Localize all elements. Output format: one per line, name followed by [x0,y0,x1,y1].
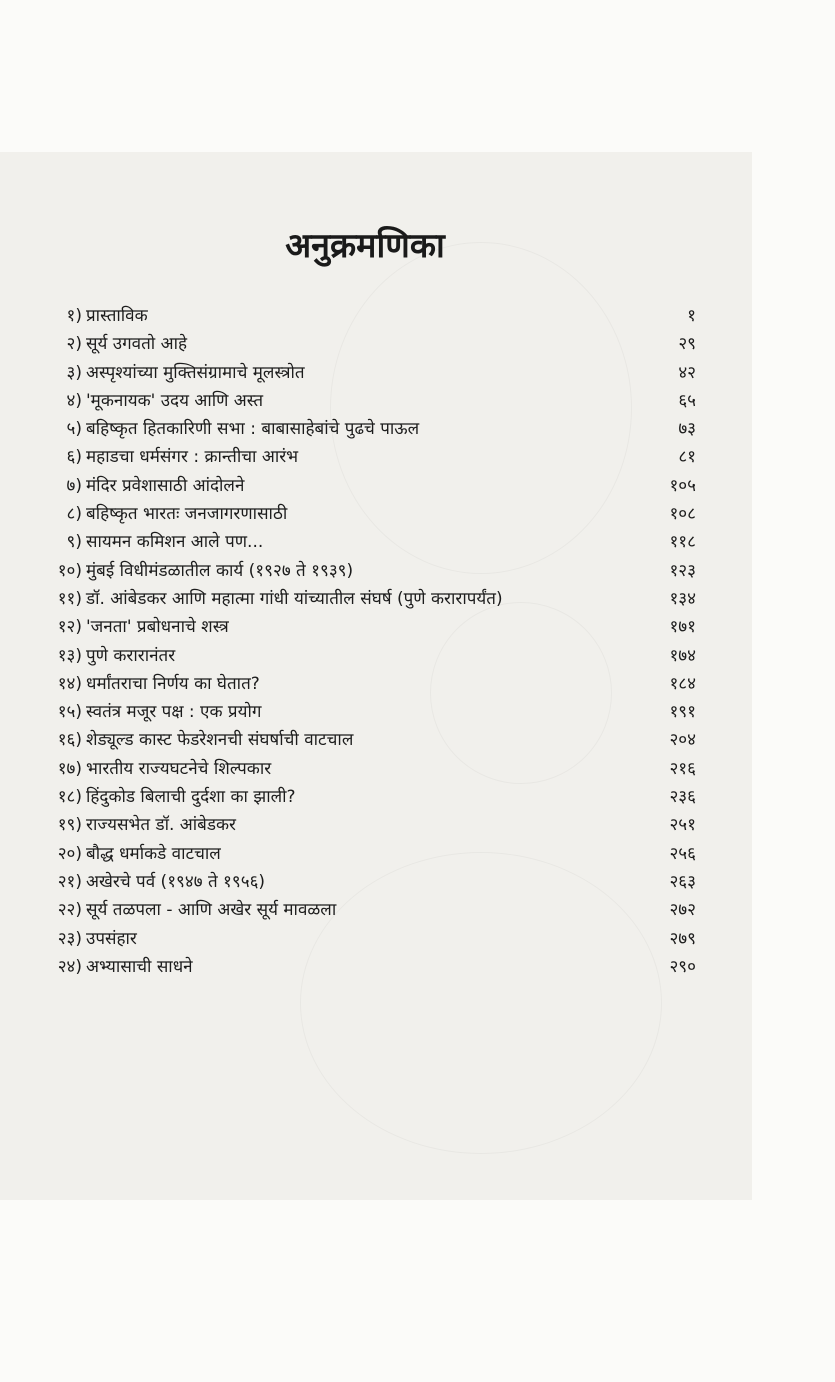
toc-entry-page-number: २३६ [669,787,696,808]
toc-entry-number: ४) [66,390,82,411]
toc-entry-number: २०) [57,843,82,864]
toc-entry-number: ५) [66,419,82,440]
toc-entry-number: १४) [57,673,82,694]
toc-entry-title: हिंदुकोड बिलाची दुर्दशा का झाली? [86,787,296,808]
toc-entry-number: १५) [57,702,82,723]
toc-entry [0,585,752,613]
toc-entry-number: ८) [66,504,82,525]
toc-entry-title: उपसंहार [86,928,137,949]
toc-entry [0,472,752,500]
toc-entry-title: भारतीय राज्यघटनेचे शिल्पकार [86,758,272,779]
toc-entry-page-number: २५१ [669,815,696,836]
toc-entry-number: ९) [66,532,82,553]
toc-entry [0,670,752,698]
toc-entry-number: ३) [66,362,82,383]
toc-entry-title: 'मूकनायक' उदय आणि अस्त [86,390,264,411]
toc-entry-number: ६) [66,447,82,468]
toc-entry-page-number: १८४ [669,673,696,694]
toc-entry-title: बौद्ध धर्माकडे वाटचाल [86,843,221,864]
table-of-contents [0,302,752,981]
toc-entry-number: १०) [57,560,82,581]
toc-entry-page-number: २७२ [669,900,696,921]
toc-entry-number: १९) [57,815,82,836]
toc-entry [0,557,752,585]
toc-entry-page-number: १७४ [669,645,696,666]
toc-entry-title: राज्यसभेत डॉ. आंबेडकर [86,815,236,836]
toc-entry-page-number: १२३ [669,560,696,581]
toc-entry-title: महाडचा धर्मसंगर : क्रान्तीचा आरंभ [86,447,299,468]
toc-entry-number: १३) [57,645,82,666]
toc-entry [0,359,752,387]
toc-entry-number: २२) [57,900,82,921]
toc-entry-page-number: १९१ [669,702,696,723]
toc-entry-page-number: २९ [678,334,696,355]
toc-entry-page-number: २१६ [669,758,696,779]
toc-entry-page-number: २७९ [669,928,696,949]
toc-entry [0,868,752,896]
toc-entry [0,755,752,783]
toc-entry-number: १७) [57,758,82,779]
toc-entry-title: अखेरचे पर्व (१९४७ ते १९५६) [86,871,266,892]
toc-entry-page-number: १३४ [669,588,696,609]
toc-entry-page-number: २६३ [669,871,696,892]
toc-entry-title: स्वतंत्र मजूर पक्ष : एक प्रयोग [86,702,262,723]
toc-entry [0,642,752,670]
toc-entry-title: सूर्य उगवतो आहे [86,334,187,355]
toc-entry [0,415,752,443]
toc-entry-title: शेड्यूल्ड कास्ट फेडरेशनची संघर्षाची वाटचाल [86,730,354,751]
toc-entry-page-number: १ [687,306,696,326]
toc-entry-title: बहिष्कृत भारतः जनजागरणासाठी [86,504,288,525]
toc-entry-title: पुणे करारानंतर [86,645,176,666]
toc-entry-title: प्रास्ताविक [86,306,148,326]
toc-entry [0,953,752,981]
toc-entry-title: सायमन कमिशन आले पण... [86,532,264,553]
toc-entry-page-number: ४२ [678,362,696,383]
toc-entry-page-number: १७१ [669,617,696,638]
toc-entry-number: २४) [57,956,82,977]
toc-entry-page-number: २५६ [669,843,696,864]
toc-entry-page-number: ७३ [678,419,696,440]
toc-entry-number: २) [66,334,82,355]
toc-entry [0,840,752,868]
toc-entry-page-number: १०८ [669,504,696,525]
page-title: अनुक्रमणिका [285,226,445,266]
toc-entry-title: बहिष्कृत हितकारिणी सभा : बाबासाहेबांचे पुढचे पाऊल [86,419,420,440]
toc-entry-number: ११) [57,588,82,609]
toc-entry [0,387,752,415]
toc-entry [0,896,752,924]
toc-entry [0,443,752,471]
toc-entry-title: 'जनता' प्रबोधनाचे शस्त्र [86,617,229,638]
toc-entry-number: १६) [57,730,82,751]
toc-entry-page-number: ८१ [678,447,696,468]
toc-entry-number: १२) [57,617,82,638]
toc-entry [0,811,752,839]
toc-entry [0,613,752,641]
toc-entry-page-number: १०५ [669,475,696,496]
toc-entry-title: धर्मांतराचा निर्णय का घेतात? [86,673,260,694]
toc-entry-page-number: २०४ [669,730,696,751]
toc-entry [0,726,752,754]
toc-entry [0,528,752,556]
toc-entry-title: मंदिर प्रवेशासाठी आंदोलने [86,475,245,496]
toc-entry [0,500,752,528]
toc-entry-title: अभ्यासाची साधने [86,956,193,977]
toc-entry [0,925,752,953]
toc-entry [0,330,752,358]
toc-entry-number: १८) [57,787,82,808]
toc-entry-number: ७) [66,475,82,496]
toc-entry-number: १) [66,306,82,326]
toc-entry [0,698,752,726]
toc-entry-number: २३) [57,928,82,949]
toc-entry-title: सूर्य तळपला - आणि अखेर सूर्य मावळला [86,900,337,921]
toc-entry-page-number: ६५ [678,390,696,411]
toc-entry-page-number: २९० [669,956,696,977]
toc-entry-title: अस्पृश्यांच्या मुक्तिसंग्रामाचे मूलस्त्रोत [86,362,305,383]
toc-entry [0,302,752,330]
toc-entry [0,783,752,811]
toc-entry-title: डॉ. आंबेडकर आणि महात्मा गांधी यांच्यातील संघर्ष (पुणे करारापर्यंत) [86,588,503,609]
toc-entry-title: मुंबई विधीमंडळातील कार्य (१९२७ ते १९३९) [86,560,354,581]
toc-entry-number: २१) [57,871,82,892]
toc-entry-page-number: ११८ [669,532,696,553]
